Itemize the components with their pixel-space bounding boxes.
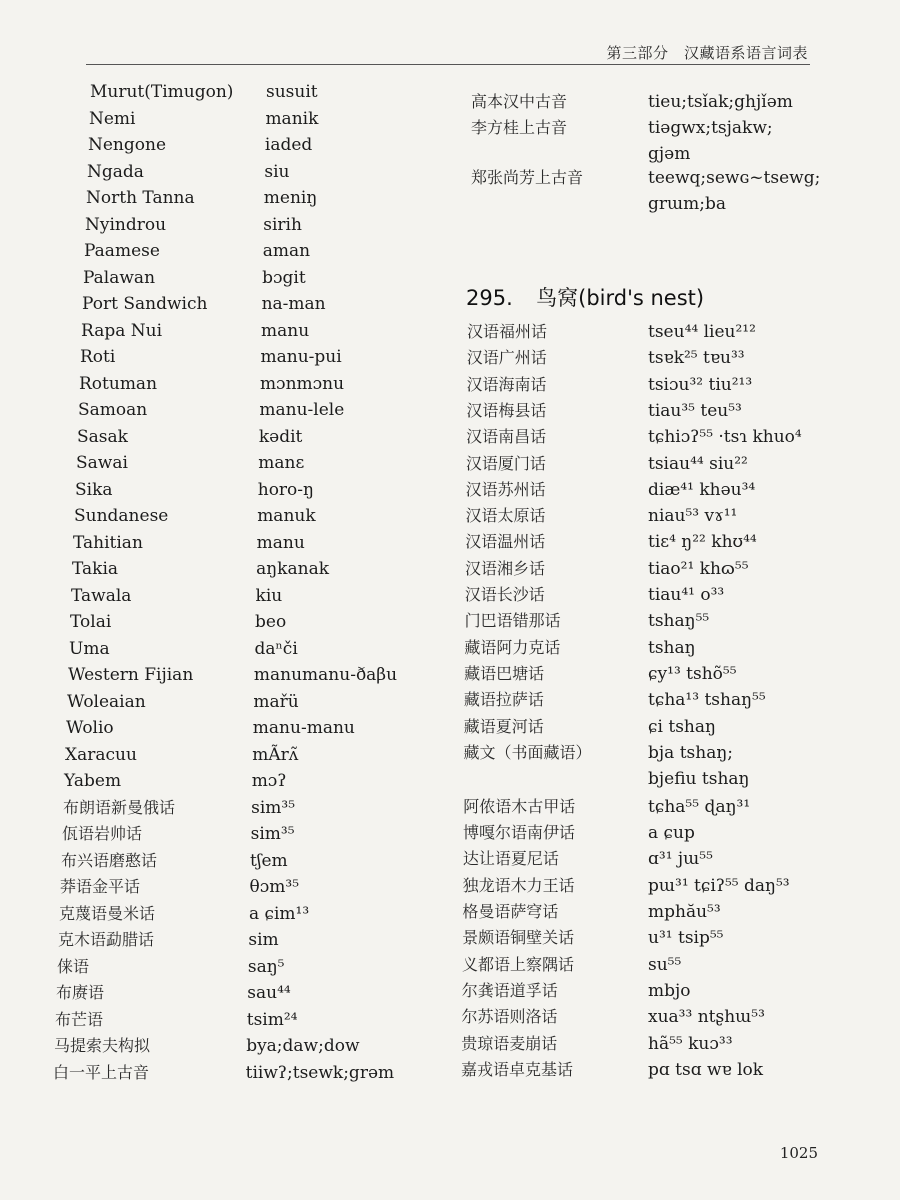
language-name: Tawala xyxy=(71,585,132,606)
language-name: 嘉戎语卓克基话 xyxy=(461,1059,574,1079)
word-form: manu-manu xyxy=(252,718,355,738)
word-form: manumanu-ðaβu xyxy=(253,665,398,685)
language-name: Uma xyxy=(69,638,110,659)
language-name: Sawai xyxy=(76,453,128,473)
word-form: tiɛ⁴ ŋ²² khʊ⁴⁴ xyxy=(648,532,757,553)
word-form: ɕi tshaŋ xyxy=(648,716,716,737)
word-form: diæ⁴¹ khəu³⁴ xyxy=(648,479,756,500)
word-form: aman xyxy=(262,241,311,261)
word-form: tseu⁴⁴ lieu²¹² xyxy=(648,322,756,342)
language-name: 俫语 xyxy=(57,956,90,976)
page-number: 1025 xyxy=(779,1144,818,1162)
language-name: 博嘎尔语南伊话 xyxy=(463,823,576,843)
word-form: susuit xyxy=(266,82,318,102)
language-name: 汉语长沙话 xyxy=(464,585,545,604)
language-name: 高本汉中古音 xyxy=(471,92,568,111)
word-form: mphău⁵³ xyxy=(648,902,721,922)
section-title-text: 鸟窝(bird's nest) xyxy=(536,286,705,310)
word-form: tɕha⁵⁵ ɖaŋ³¹ xyxy=(648,796,751,817)
word-form: manuk xyxy=(257,506,316,526)
language-name: 汉语梅县话 xyxy=(466,400,547,420)
language-name: North Tanna xyxy=(86,188,195,208)
language-name: Rotuman xyxy=(79,373,158,394)
word-form: meniŋ xyxy=(263,188,318,208)
language-name: 布兴语磨憨话 xyxy=(61,850,158,870)
word-form: manik xyxy=(265,108,319,129)
word-form: aŋkanak xyxy=(256,559,329,579)
language-name: Tolai xyxy=(70,612,112,632)
word-form: bja tshaŋ; xyxy=(648,742,734,763)
word-form: tiəgwx;tsjakw; xyxy=(648,118,773,138)
word-form: tshaŋ xyxy=(648,637,696,658)
language-name: 贵琼语麦崩话 xyxy=(461,1033,558,1053)
language-name: Takia xyxy=(72,559,119,579)
language-name: 马提索夫构拟 xyxy=(54,1036,151,1055)
word-form: tsim²⁴ xyxy=(246,1009,298,1030)
language-name: 尔龚语道孚话 xyxy=(461,980,558,1000)
language-name: Ngada xyxy=(87,161,144,182)
language-name: 白一平上古音 xyxy=(53,1062,150,1082)
word-form: ɕy¹³ tshõ⁵⁵ xyxy=(648,663,737,684)
language-name: Port Sandwich xyxy=(82,294,208,314)
word-form: tsiɔu³² tiu²¹³ xyxy=(648,374,753,395)
word-form: tɕha¹³ tshaŋ⁵⁵ xyxy=(648,690,766,711)
word-form: tsɐk²⁵ tɐu³³ xyxy=(648,348,745,369)
word-form: sim xyxy=(248,930,279,950)
word-form: tiau³⁵ teu⁵³ xyxy=(648,400,742,421)
language-name: 汉语南昌话 xyxy=(466,427,547,447)
word-form: ɑ³¹ jɯ⁵⁵ xyxy=(648,849,713,870)
language-name: Samoan xyxy=(78,400,148,420)
language-name: 莽语金平话 xyxy=(60,877,141,896)
word-form: sim³⁵ xyxy=(251,797,296,818)
language-name: 尔苏语则洛话 xyxy=(461,1007,558,1027)
language-name: Murut(Timugon) xyxy=(90,82,234,102)
word-form: na-man xyxy=(261,294,326,314)
word-form: sim³⁵ xyxy=(250,824,295,844)
language-name: Western Fijian xyxy=(68,665,194,685)
word-form: tɕhiɔʔ⁵⁵ ·tsɿ khuo⁴ xyxy=(648,427,802,448)
word-form: a ɕim¹³ xyxy=(248,903,310,924)
word-form: mɔʔ xyxy=(251,771,287,791)
word-form: horo-ŋ xyxy=(257,479,314,500)
header-rule xyxy=(86,64,810,65)
word-form: sau⁴⁴ xyxy=(247,983,291,1003)
language-name: 汉语海南话 xyxy=(466,374,547,394)
language-name: Paamese xyxy=(84,241,160,261)
running-header: 第三部分 汉藏语系语言词表 xyxy=(606,44,808,62)
language-name: Nyindrou xyxy=(85,214,167,235)
word-form: su⁵⁵ xyxy=(648,954,682,975)
language-name: 布芒语 xyxy=(55,1009,104,1029)
language-name: 布朗语新曼俄话 xyxy=(63,797,176,817)
word-form: beo xyxy=(255,612,287,632)
language-name: Wolio xyxy=(66,718,114,738)
word-form: u³¹ tsip⁵⁵ xyxy=(648,928,724,949)
language-name: 郑张尚芳上古音 xyxy=(471,168,584,187)
word-form: manu xyxy=(256,532,305,553)
language-name: 汉语太原话 xyxy=(465,506,546,526)
word-form: kədit xyxy=(258,426,303,447)
word-form: mbjo xyxy=(648,980,691,1001)
language-name: 汉语苏州话 xyxy=(465,479,546,499)
language-name: 藏语巴塘话 xyxy=(464,663,545,683)
language-name: 布赓语 xyxy=(56,983,105,1002)
language-name: 义都语上察隅话 xyxy=(461,954,574,974)
word-form: niau⁵³ vɤ¹¹ xyxy=(648,506,738,527)
word-form: bya;daw;dow xyxy=(246,1036,360,1056)
language-name: 藏文（书面藏语） xyxy=(463,742,592,762)
language-name: 阿侬语木古甲话 xyxy=(463,796,576,816)
word-form: xua³³ ntʂhɯ⁵³ xyxy=(648,1007,765,1028)
language-name: Roti xyxy=(80,347,116,367)
language-name: 汉语厦门话 xyxy=(465,453,546,473)
language-name: 汉语广州话 xyxy=(466,348,547,368)
word-form: sirih xyxy=(263,214,302,235)
language-name: 独龙语木力王话 xyxy=(462,875,575,895)
language-name: Woleaian xyxy=(67,691,146,712)
word-form: tsiau⁴⁴ siu²² xyxy=(648,453,748,474)
language-name: 李方桂上古音 xyxy=(471,118,568,137)
language-name: Nemi xyxy=(89,108,136,129)
word-form: tiao²¹ khɷ⁵⁵ xyxy=(648,558,749,579)
word-form: θɔm³⁵ xyxy=(249,877,300,897)
word-form: tieu;tsǐak;ghjǐəm xyxy=(648,92,793,112)
section-number: 295. xyxy=(466,286,513,310)
language-name: 藏语阿力克话 xyxy=(464,637,561,657)
language-name: Palawan xyxy=(83,267,156,288)
language-name: Xaracuu xyxy=(65,744,137,765)
language-name: 克蔑语曼米话 xyxy=(59,903,156,923)
language-name: 达让语夏尼话 xyxy=(462,849,559,869)
word-form-continued: bjefiu tshaŋ xyxy=(648,768,750,789)
language-name: 门巴语错那话 xyxy=(464,611,561,631)
word-form-continued: grɯm;ba xyxy=(648,194,726,214)
language-name: Sasak xyxy=(77,426,128,447)
language-name: 克木语勐腊话 xyxy=(58,930,155,949)
word-form: tiiwʔ;tsewk;grəm xyxy=(245,1062,395,1083)
language-name: 藏语夏河话 xyxy=(463,716,544,736)
language-name: 格曼语萨穹话 xyxy=(462,902,559,921)
word-form: tshaŋ⁵⁵ xyxy=(648,611,710,632)
word-form: tiau⁴¹ o³³ xyxy=(648,585,725,605)
word-form-continued: gjəm xyxy=(648,144,691,164)
word-form: teewq;sewɢ~tsewg; xyxy=(648,168,821,188)
word-form: iaded xyxy=(264,135,313,155)
language-name: Tahitian xyxy=(73,532,143,553)
language-name: Yabem xyxy=(64,771,122,791)
word-form: manu-lele xyxy=(259,400,345,420)
word-form: manɛ xyxy=(258,453,305,473)
word-form: mÃrʌ̃ xyxy=(252,744,299,765)
word-form: tʃem xyxy=(250,850,288,871)
language-name: Sika xyxy=(75,479,113,500)
language-name: 佤语岩帅话 xyxy=(62,824,143,843)
word-form: manu xyxy=(261,320,310,341)
language-name: Nengone xyxy=(88,135,167,155)
language-name: 汉语福州话 xyxy=(467,322,548,341)
language-name: 藏语拉萨话 xyxy=(463,690,544,710)
section-heading xyxy=(466,282,704,312)
word-form: saŋ⁵ xyxy=(247,956,285,977)
word-form: siu xyxy=(264,161,290,182)
word-form: pɑ tsɑ wɐ lok xyxy=(648,1059,764,1080)
word-form: pɯ³¹ tɕiʔ⁵⁵ daŋ⁵³ xyxy=(648,875,790,896)
word-form: manu-pui xyxy=(260,347,342,367)
word-form: daⁿči xyxy=(254,638,298,659)
language-name: Sundanese xyxy=(74,506,169,526)
language-name: Rapa Nui xyxy=(81,320,163,341)
word-form: bɔgit xyxy=(262,267,306,288)
word-form: a ɕup xyxy=(648,823,695,844)
word-form: hã⁵⁵ kuɔ³³ xyxy=(648,1033,733,1054)
language-name: 汉语湘乡话 xyxy=(465,558,546,578)
word-form: kiu xyxy=(255,585,283,606)
word-form: mɔnmɔnu xyxy=(259,373,345,394)
language-name: 汉语温州话 xyxy=(465,532,546,552)
language-name: 景颇语铜壁关话 xyxy=(462,928,575,948)
word-form: mařü xyxy=(253,691,299,712)
